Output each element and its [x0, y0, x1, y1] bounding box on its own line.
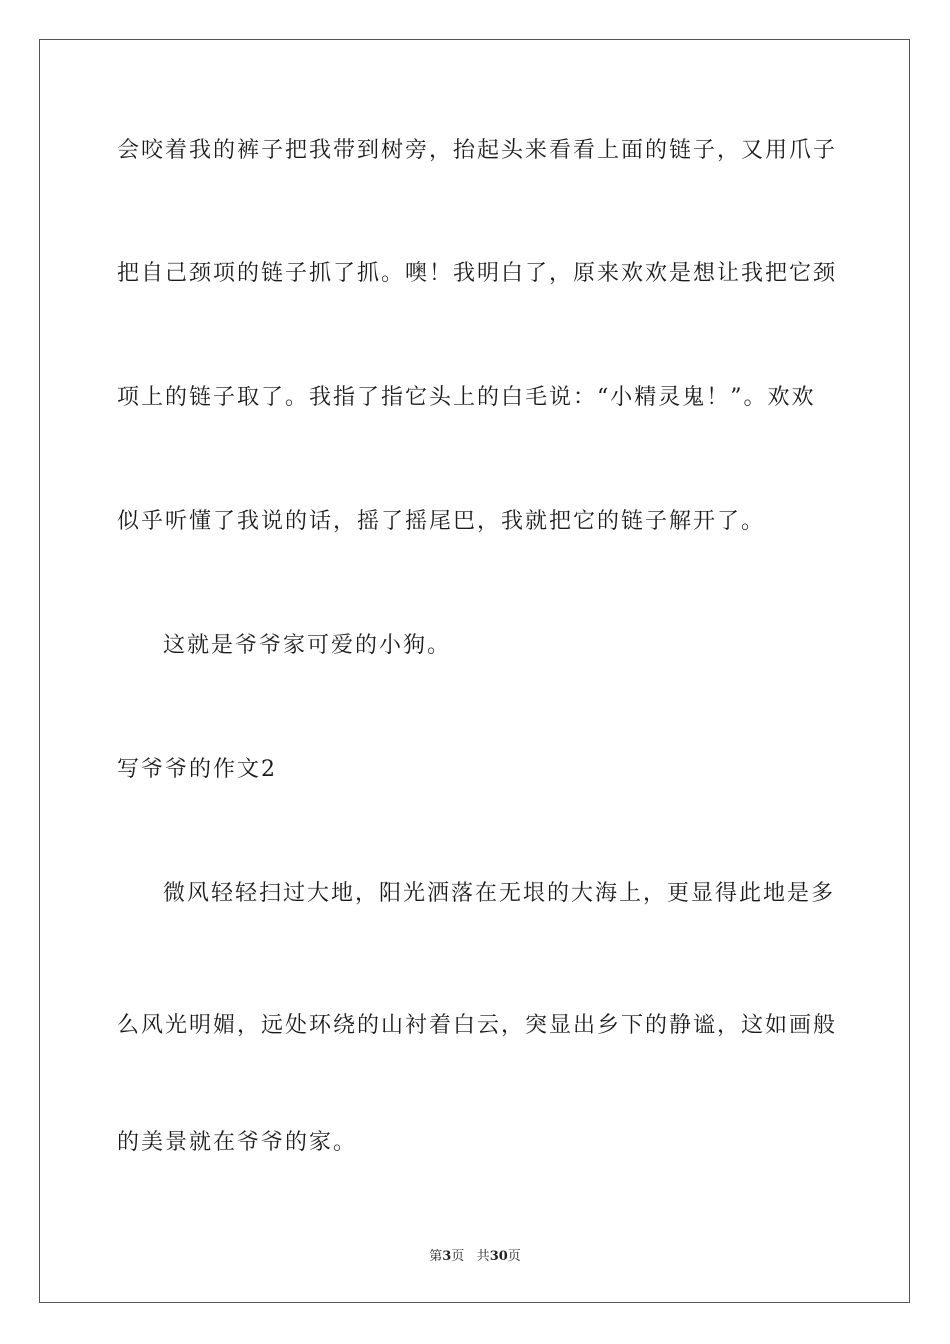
body-text-line-3: 项上的链子取了。我指了指它头上的白毛说：“小精灵鬼！”。欢欢: [117, 385, 816, 410]
section-heading: 写爷爷的作文2: [117, 757, 277, 782]
paragraph-closing-line: 这就是爷爷家可爱的小狗。: [163, 633, 452, 658]
total-pages: 30: [489, 1249, 508, 1264]
page-suffix: 页: [451, 1249, 465, 1264]
page-number: 3: [442, 1249, 452, 1264]
page-footer: [0, 1245, 950, 1264]
body-text-line-2: 把自己颈项的链子抓了抓。噢！我明白了，原来欢欢是想让我把它颈: [117, 261, 838, 286]
body-text-line-4: 似乎听懂了我说的话，摇了摇尾巴，我就把它的链子解开了。: [117, 509, 766, 534]
body-text-line-7: 微风轻轻扫过大地，阳光洒落在无垠的大海上，更显得此地是多: [163, 881, 836, 906]
body-text-line-8: 么风光明媚，远处环绕的山衬着白云，突显出乡下的静谧，这如画般: [117, 1013, 838, 1038]
total-prefix: 共: [476, 1249, 490, 1264]
body-text-line-1: 会咬着我的裤子把我带到树旁，抬起头来看看上面的链子，又用爪子: [117, 138, 838, 163]
body-text-line-9: 的美景就在爷爷的家。: [117, 1130, 358, 1155]
page-border: [39, 39, 910, 1303]
page-prefix: 第: [429, 1249, 443, 1264]
total-suffix: 页: [507, 1249, 521, 1264]
